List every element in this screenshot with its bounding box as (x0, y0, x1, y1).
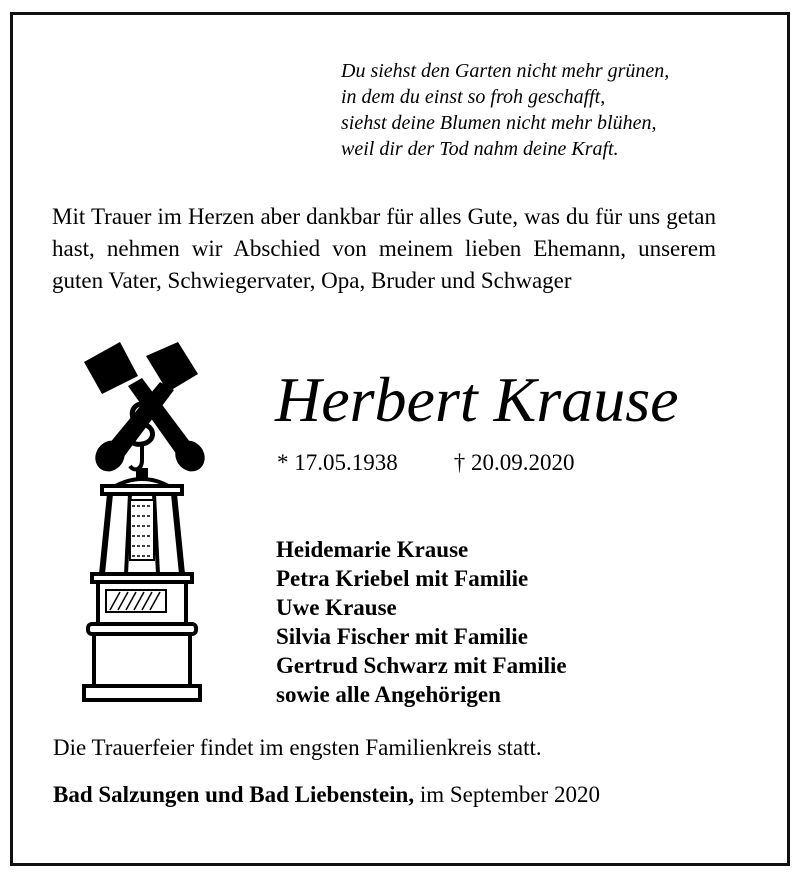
poem (341, 58, 669, 162)
life-dates (277, 448, 575, 478)
poem-line: weil dir der Tod nahm deine Kraft. (341, 138, 619, 160)
intro-text: Mit Trauer im Herzen aber dankbar für alles Gute, was du für uns getan hast, nehmen wir Abschied von meinem lieben Ehemann, unserem guten Vater, Schwiegervater, Opa, Bruder und Schwager (52, 204, 716, 293)
poem-line: in dem du einst so froh geschafft, (341, 86, 606, 108)
mourners-list (276, 535, 567, 709)
deceased-name: Herbert Krause (275, 364, 679, 435)
place: Bad Salzungen und Bad Liebenstein, (53, 782, 415, 807)
miners-lamp-hammer-and-pick-icon (80, 338, 205, 708)
mourner: Uwe Krause (276, 595, 397, 620)
mourner: Petra Kriebel mit Familie (276, 566, 529, 591)
mourner: Gertrud Schwarz mit Familie (276, 653, 567, 678)
month-date: im September 2020 (414, 782, 600, 807)
place-and-date (53, 780, 600, 810)
death-date: † 20.09.2020 (453, 450, 575, 475)
mourner: Silvia Fischer mit Familie (276, 624, 528, 649)
funeral-note: Die Trauerfeier findet im engsten Familienkreis statt. (53, 735, 542, 760)
poem-line: siehst deine Blumen nicht mehr blühen, (341, 112, 657, 134)
poem-line: Du siehst den Garten nicht mehr grünen, (341, 60, 670, 82)
mourner: Heidemarie Krause (276, 537, 469, 562)
mourner: sowie alle Angehörigen (276, 682, 501, 707)
birth-date: * 17.05.1938 (277, 450, 398, 475)
